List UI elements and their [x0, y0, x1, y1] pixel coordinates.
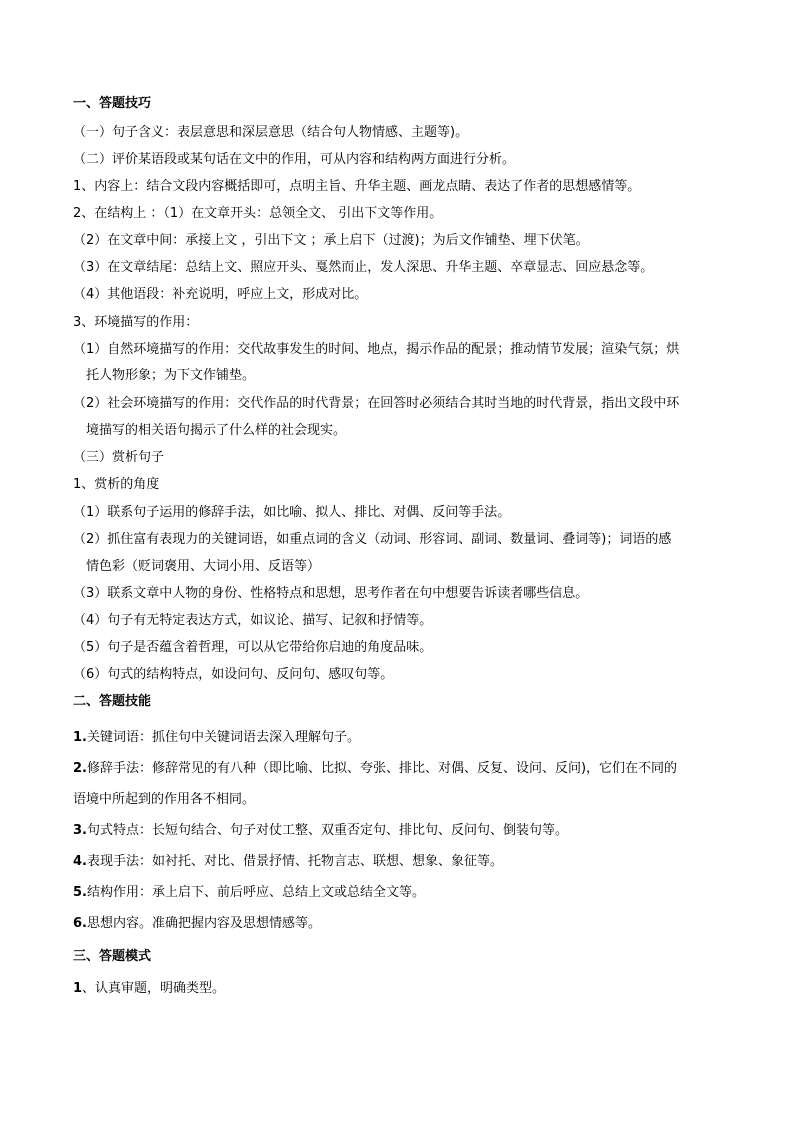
list-item-number: 6.	[73, 916, 87, 931]
paragraph-natural-environment-cont: 托人物形象；为下文作铺垫。	[86, 368, 256, 383]
paragraph-key-words: （2）抓住富有表现力的关键词语，如重点词的含义（动词、形容词、副词、数量词、叠词等)；词语的感	[73, 532, 672, 547]
paragraph-key-words-cont: 情色彩（贬词褒用、大词小用、反语等）	[86, 559, 321, 574]
list-item-number: 1.	[73, 730, 87, 745]
list-item-text: 句式特点：长短句结合、句子对仗工整、双重否定句、排比句、反问句、倒装句等。	[86, 823, 568, 838]
paragraph-sentence-meaning: （一）句子含义：表层意思和深层意思（结合句人物情感、主题等)。	[73, 125, 469, 140]
list-item	[73, 761, 677, 777]
paragraph-character-identity: （3）联系文章中人物的身份、性格特点和思想，思考作者在句中想要告诉读者哪些信息。	[73, 586, 589, 601]
paragraph-social-environment: （2）社会环境描写的作用：交代作品的时代背景；在回答时必须结合其时当地的时代背景，指出文段中环	[73, 396, 680, 411]
paragraph-structure-end: （3）在文章结尾：总结上文、照应开头、戛然而止，发人深思、升华主题、卒章显志、回应悬念等。	[73, 260, 654, 275]
list-item	[73, 885, 425, 901]
paragraph-natural-environment: （1）自然环境描写的作用：交代故事发生的时间、地点，揭示作品的配景；推动情节发展；渲染气氛；烘	[73, 342, 680, 357]
list-item-text: 思想内容。准确把握内容及思想情感等。	[86, 916, 321, 931]
list-item-number: 1	[73, 981, 83, 996]
paragraph-rhetoric: （1）联系句子运用的修辞手法，如比喻、拟人、排比、对偶、反问等手法。	[73, 505, 511, 520]
list-item	[73, 730, 360, 746]
paragraph-content-aspect: 1、内容上：结合文段内容概括即可，点明主旨、升华主题、画龙点睛、表达了作者的思想感情等。	[73, 179, 641, 194]
list-item-text: 关键词语：抓住句中关键词语去深入理解句子。	[86, 730, 360, 745]
paragraph-philosophy: （5）句子是否蕴含着哲理，可以从它带给你启迪的角度品味。	[73, 640, 433, 655]
section-heading-answer-skills: 一、答题技巧	[73, 96, 152, 111]
paragraph-structure-aspect: 2、在结构上 ：（1）在文章开头：总领全文、 引出下文等作用。	[73, 206, 443, 221]
list-item	[73, 823, 568, 839]
list-item-text: 表现手法：如衬托、对比、借景抒情、托物言志、联想、想象、象征等。	[86, 854, 503, 869]
list-item	[73, 854, 503, 870]
list-item-text: 、认真审题，明确类型。	[82, 981, 226, 996]
list-item-number: 5.	[73, 885, 87, 900]
paragraph-structure-other: （4）其他语段：补充说明，呼应上文，形成对比。	[73, 287, 368, 302]
paragraph-environment-role: 3、环境描写的作用：	[73, 315, 199, 330]
paragraph-sentence-pattern: （6）句式的结构特点，如设问句、反问句、感叹句等。	[73, 667, 394, 682]
paragraph-appreciate-angle: 1、赏析的角度	[73, 477, 160, 492]
paragraph-appreciate-sentence: （三）赏析句子	[73, 450, 165, 465]
paragraph-expression-method: （4）句子有无特定表达方式，如议论、描写、记叙和抒情等。	[73, 613, 433, 628]
paragraph-evaluate-role: （二）评价某语段或某句话在文中的作用，可从内容和结构两方面进行分析。	[73, 152, 516, 167]
paragraph-structure-middle: （2）在文章中间：承接上文 ，引出下文 ；承上启下（过渡)；为后文作铺垫、埋下伏笔。	[73, 233, 589, 248]
list-item-text: 结构作用：承上启下、前后呼应、总结上文或总结全文等。	[86, 885, 425, 900]
section-heading-answer-abilities: 二、答题技能	[73, 694, 152, 709]
list-item-continuation: 语境中所起到的作用各不相同。	[73, 792, 256, 807]
list-item-text: 修辞手法：修辞常见的有八种（即比喻、比拟、夸张、排比、对偶、反复、设问、反问)，它们在不同的	[86, 761, 678, 776]
list-item	[73, 916, 321, 932]
list-item	[73, 981, 225, 997]
list-item-number: 3.	[73, 823, 87, 838]
paragraph-social-environment-cont: 境描写的相关语句揭示了什么样的社会现实。	[86, 423, 347, 438]
section-heading-answer-patterns: 三、答题模式	[73, 949, 152, 964]
list-item-number: 2.	[73, 761, 87, 776]
list-item-number: 4.	[73, 854, 87, 869]
